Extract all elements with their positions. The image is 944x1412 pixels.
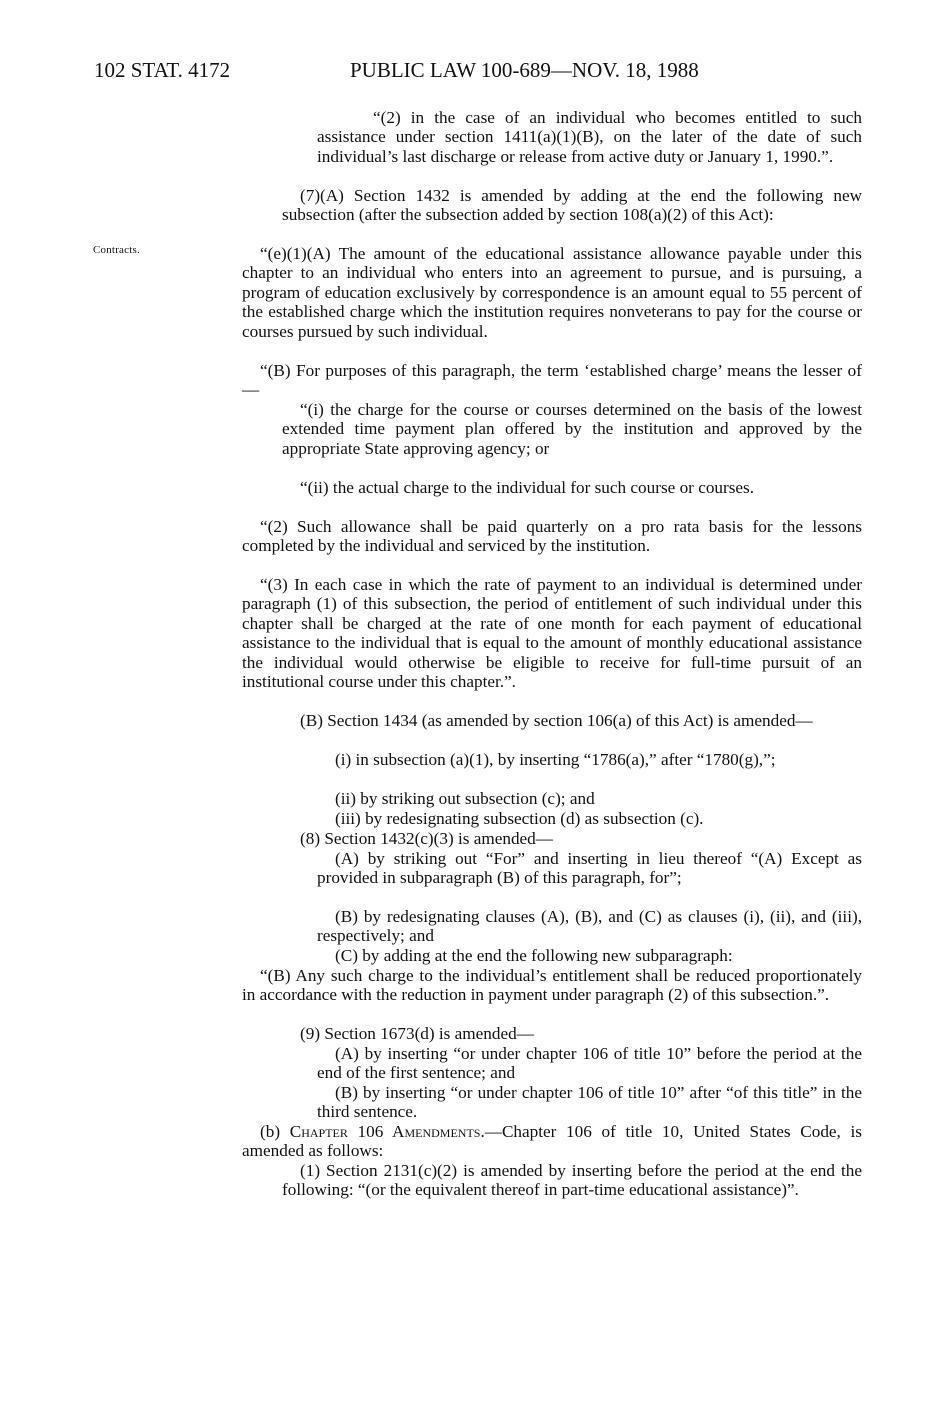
public-law-title: PUBLIC LAW 100-689—NOV. 18, 1988 <box>350 58 699 82</box>
section-b-label: (b) <box>260 1122 281 1141</box>
paragraph: “(2) Such allowance shall be paid quarterly on a pro rata basis for the lessons completed by the individual and serviced by the institution. <box>242 517 862 556</box>
paragraph: (7)(A) Section 1432 is amended by adding at the end the following new subsection (after the subsection added by section 108(a)(2) of this Act): <box>282 186 862 225</box>
paragraph: “(e)(1)(A) The amount of the educational assistance allowance payable under this chapter to an individual who enters into an agreement to pursue, and is pursuing, a program of education exclusively by correspondence is an amount equal to 55 percent of the established charge which the institution requires nonveterans to pay for the course or courses pursued by such individual. <box>242 244 862 341</box>
paragraph: “(B) Any such charge to the individual’s entitlement shall be reduced proportionately in accordance with the reduction in payment under paragraph (2) of this subsection.”. <box>242 966 862 1005</box>
paragraph: (iii) by redesignating subsection (d) as subsection (c). <box>335 809 704 828</box>
paragraph: (B) by redesignating clauses (A), (B), and (C) as clauses (i), (ii), and (iii), respectively; and <box>317 907 862 946</box>
paragraph: “(3) In each case in which the rate of payment to an individual is determined under paragraph (1) of this subsection, the period of entitlement of such individual under this chapter shall be charged at the rate of one month for each payment of educational assistance to the individual that is equal to the amount of monthly educational assistance the individual would otherwise be eligible to receive for full-time pursuit of an institutional course under this chapter.”. <box>242 575 862 692</box>
paragraph: (A) by inserting “or under chapter 106 of title 10” before the period at the end of the first sentence; and <box>317 1044 862 1083</box>
paragraph: (i) in subsection (a)(1), by inserting “1786(a),” after “1780(g),”; <box>335 750 776 769</box>
paragraph: (C) by adding at the end the following new subparagraph: <box>335 946 733 965</box>
section-b-text: —Chapter 106 of title 10, United States Code, is amended as follows: <box>242 1122 862 1161</box>
section-b-heading: Chapter 106 Amendments. <box>289 1122 485 1141</box>
paragraph: (8) Section 1432(c)(3) is amended— <box>300 829 553 848</box>
paragraph: “(ii) the actual charge to the individual for such course or courses. <box>300 478 755 497</box>
paragraph: “(i) the charge for the course or courses determined on the basis of the lowest extended time payment plan offered by the institution and approved by the appropriate State approving agency; or <box>282 400 862 458</box>
page-header <box>94 58 854 84</box>
paragraph: (9) Section 1673(d) is amended— <box>300 1024 534 1043</box>
paragraph: (A) by striking out “For” and inserting in lieu thereof “(A) Except as provided in subparagraph (B) of this paragraph, for”; <box>317 849 862 888</box>
paragraph: (B) by inserting “or under chapter 106 of title 10” after “of this title” in the third sentence. <box>317 1083 862 1122</box>
paragraph: (1) Section 2131(c)(2) is amended by inserting before the period at the end the following: “(or the equivalent thereof in part-time educational assistance)”. <box>282 1161 862 1200</box>
stat-page-number: 102 STAT. 4172 <box>94 58 231 82</box>
paragraph: “(B) For purposes of this paragraph, the term ‘established charge’ means the lesser of— <box>242 361 862 400</box>
paragraph: (B) Section 1434 (as amended by section 106(a) of this Act) is amended— <box>300 711 813 730</box>
paragraph: “(2) in the case of an individual who becomes entitled to such assistance under section 1411(a)(1)(B), on the later of the date of such individual’s last discharge or release from active duty or January 1, 1990.”. <box>317 108 862 166</box>
section-b-paragraph <box>242 1122 862 1161</box>
paragraph: (ii) by striking out subsection (c); and <box>335 789 595 808</box>
document-body <box>242 108 862 1219</box>
margin-note-contracts: Contracts. <box>93 244 140 256</box>
